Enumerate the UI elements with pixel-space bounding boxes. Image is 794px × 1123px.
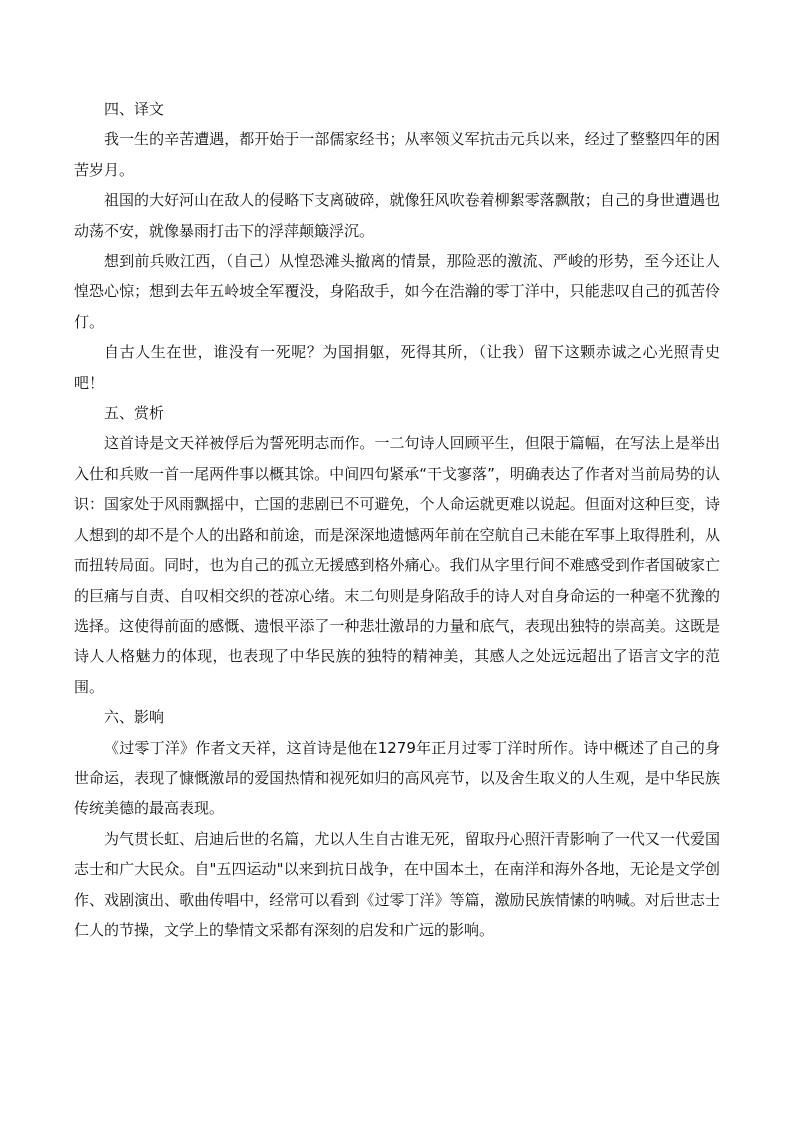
- influence-paragraph-1: 《过零丁洋》作者文天祥，这首诗是他在1279年正月过零丁洋时所作。诗中概述了自己的身世命运，表现了慷慨激昂的爱国热情和视死如归的高风亮节，以及舍生取义的人生观，是中华民族传统美德的最高表现。: [74, 738, 720, 818]
- document-page: [74, 94, 720, 945]
- influence-paragraph-2: 为气贯长虹、启迪后世的名篇，尤以人生自古谁无死，留取丹心照汗青影响了一代又一代爱国志士和广大民众。自"五四运动"以来到抗日战争，在中国本土，在南洋和海外各地，无论是文学创作、戏剧演出、歌曲传唱中，经常可以看到《过零丁洋》等篇，激励民族情愫的呐喊。对后世志士仁人的节操，文学上的挚情文采都有深刻的启发和广远的影响。: [74, 829, 720, 939]
- appreciation-paragraph-1: 这首诗是文天祥被俘后为誓死明志而作。一二句诗人回顾平生，但限于篇幅，在写法上是举出入仕和兵败一首一尾两件事以概其馀。中间四句紧承“干戈寥落”，明确表达了作者对当前局势的认识：国家处于风雨飘摇中，亡国的悲剧已不可避免，个人命运就更难以说起。但面对这种巨变，诗人想到的却不是个人的出路和前途，而是深深地遗憾两年前在空航自己未能在军事上取得胜利，从而扭转局面。同时，也为自己的孤立无援感到格外痛心。我们从字里行间不难感受到作者国破家亡的巨痛与自责、自叹相交织的苍凉心绪。末二句则是身陷敌手的诗人对自身命运的一种毫不犹豫的选择。这使得前面的感慨、遗恨平添了一种悲壮激昂的力量和底气，表现出独特的崇高美。这既是诗人人格魅力的体现，也表现了中华民族的独特的精神美，其感人之处远远超出了语言文字的范围。: [74, 434, 720, 696]
- section-heading-appreciation: 五、赏析: [104, 404, 165, 423]
- translation-paragraph-4: 自古人生在世，谁没有一死呢？为国捐躯，死得其所，（让我）留下这颗赤诚之心光照青史吧！: [74, 343, 720, 392]
- translation-paragraph-2: 祖国的大好河山在敌人的侵略下支离破碎，就像狂风吹卷着柳絮零落飘散；自己的身世遭遇也动荡不安，就像暴雨打击下的浮萍颠簸浮沉。: [74, 191, 720, 240]
- translation-paragraph-3: 想到前兵败江西，（自己）从惶恐滩头撤离的情景，那险恶的激流、严峻的形势，至今还让人惶恐心惊；想到去年五岭坡全军覆没，身陷敌手，如今在浩瀚的零丁洋中，只能悲叹自己的孤苦伶仃。: [74, 252, 720, 331]
- section-heading-translation: 四、译文: [104, 100, 165, 118]
- translation-paragraph-1: 我一生的辛苦遭遇，都开始于一部儒家经书；从率领义军抗击元兵以来，经过了整整四年的困苦岁月。: [74, 130, 720, 179]
- section-heading-influence: 六、影响: [104, 708, 165, 727]
